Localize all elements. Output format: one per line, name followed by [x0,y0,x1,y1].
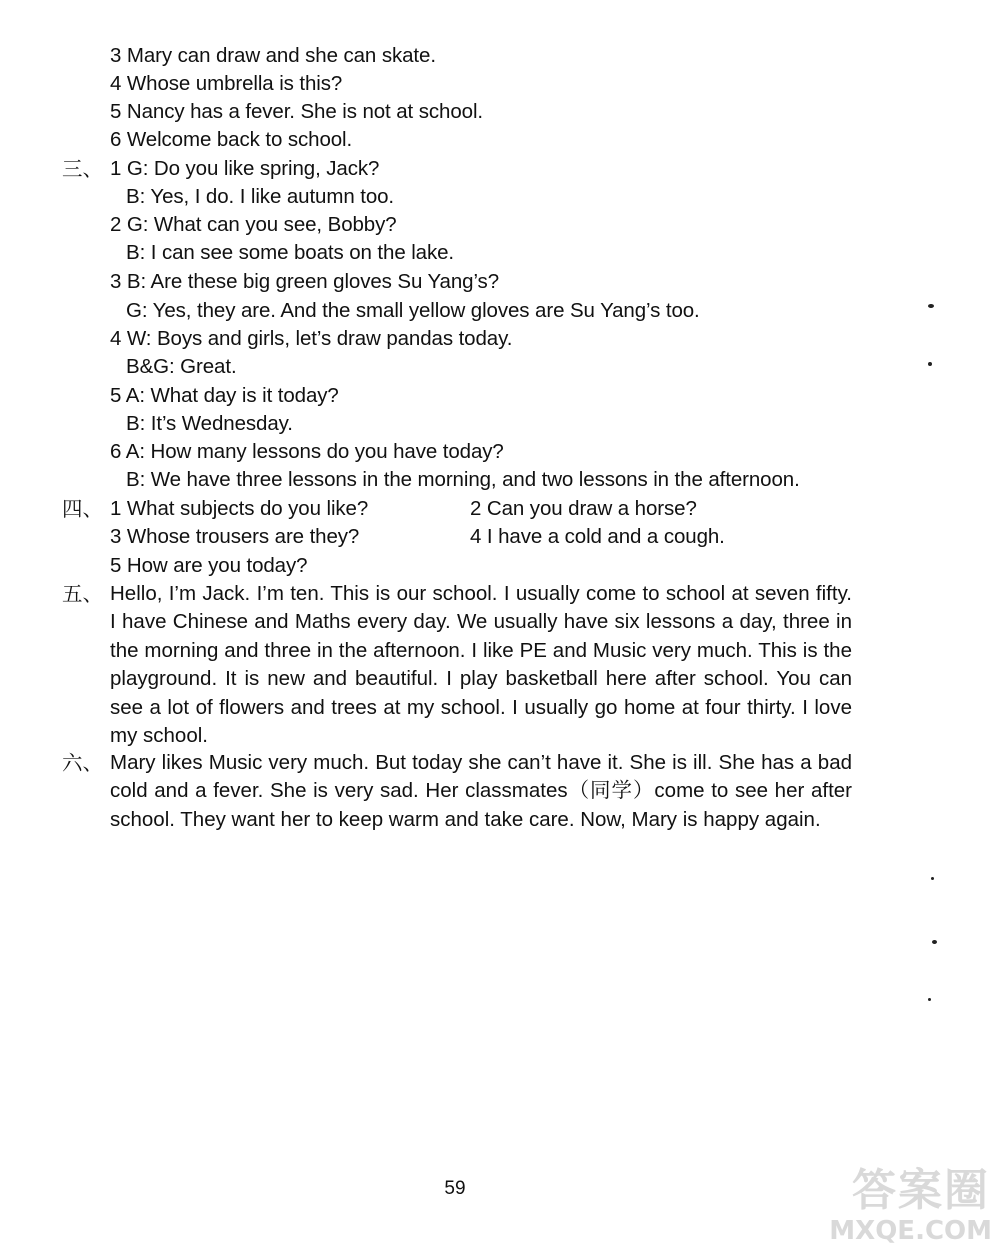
answer-line: 3 Mary can draw and she can skate. [110,44,436,67]
site-watermark [802,1154,992,1246]
scan-speck [928,362,932,366]
watermark-url: MXQE.COM [829,1216,992,1246]
page-number: 59 [444,1178,466,1199]
answer-line: 6 Welcome back to school. [110,128,353,151]
dialogue-line: B: We have three lessons in the morning, and two lessons in the afternoon. [126,468,800,491]
scan-speck [932,940,937,944]
dialogue-line: B&G: Great. [126,355,237,378]
scan-speck [928,998,931,1001]
answer-line: 5 Nancy has a fever. She is not at school. [110,100,483,123]
dialogue-line: 2 G: What can you see, Bobby? [110,213,397,236]
question-line: 1 What subjects do you like? [110,497,369,520]
dialogue-line: 1 G: Do you like spring, Jack? [110,157,380,180]
question-line: 3 Whose trousers are they? [110,525,360,548]
scan-speck [928,304,934,308]
question-line: 4 I have a cold and a cough. [470,525,725,548]
question-line: 2 Can you draw a horse? [470,497,697,520]
section-marker-6: 六、 [62,751,103,775]
dialogue-line: B: I can see some boats on the lake. [126,241,455,264]
question-line: 5 How are you today? [110,554,308,577]
dialogue-line: 6 A: How many lessons do you have today? [110,440,504,463]
answer-line: 4 Whose umbrella is this? [110,72,343,95]
dialogue-line: B: Yes, I do. I like autumn too. [126,185,395,208]
scan-speck [931,877,934,880]
dialogue-line: B: It’s Wednesday. [126,412,293,435]
section-marker-3: 三、 [62,157,103,181]
dialogue-line: 3 B: Are these big green gloves Su Yang’s? [110,270,499,293]
dialogue-line: 4 W: Boys and girls, let’s draw pandas today. [110,327,513,350]
section-marker-5: 五、 [62,582,103,606]
passage-paragraph: Hello, I’m Jack. I’m ten. This is our school. I usually come to school at seven fifty. I have Chinese and Maths every day. We usually have six lessons a day, three in the morning and three in the afternoon. I like PE and Music very much. This is the playground. It is new and beautiful. I play basketball here after school. You can see a lot of flowers and trees at my school. I usually go home at four thirty. I love my school. [110,582,852,748]
dialogue-line: G: Yes, they are. And the small yellow gloves are Su Yang’s too. [126,299,700,322]
watermark-logo: 答案圈 [852,1165,990,1216]
passage-paragraph: Mary likes Music very much. But today she can’t have it. She is ill. She has a bad cold and a fever. She is very sad. Her classmates（同学）come to see her after school. They want her to keep warm and take care. Now, Mary is happy again. [110,751,852,831]
section-marker-4: 四、 [62,497,103,521]
dialogue-line: 5 A: What day is it today? [110,384,339,407]
